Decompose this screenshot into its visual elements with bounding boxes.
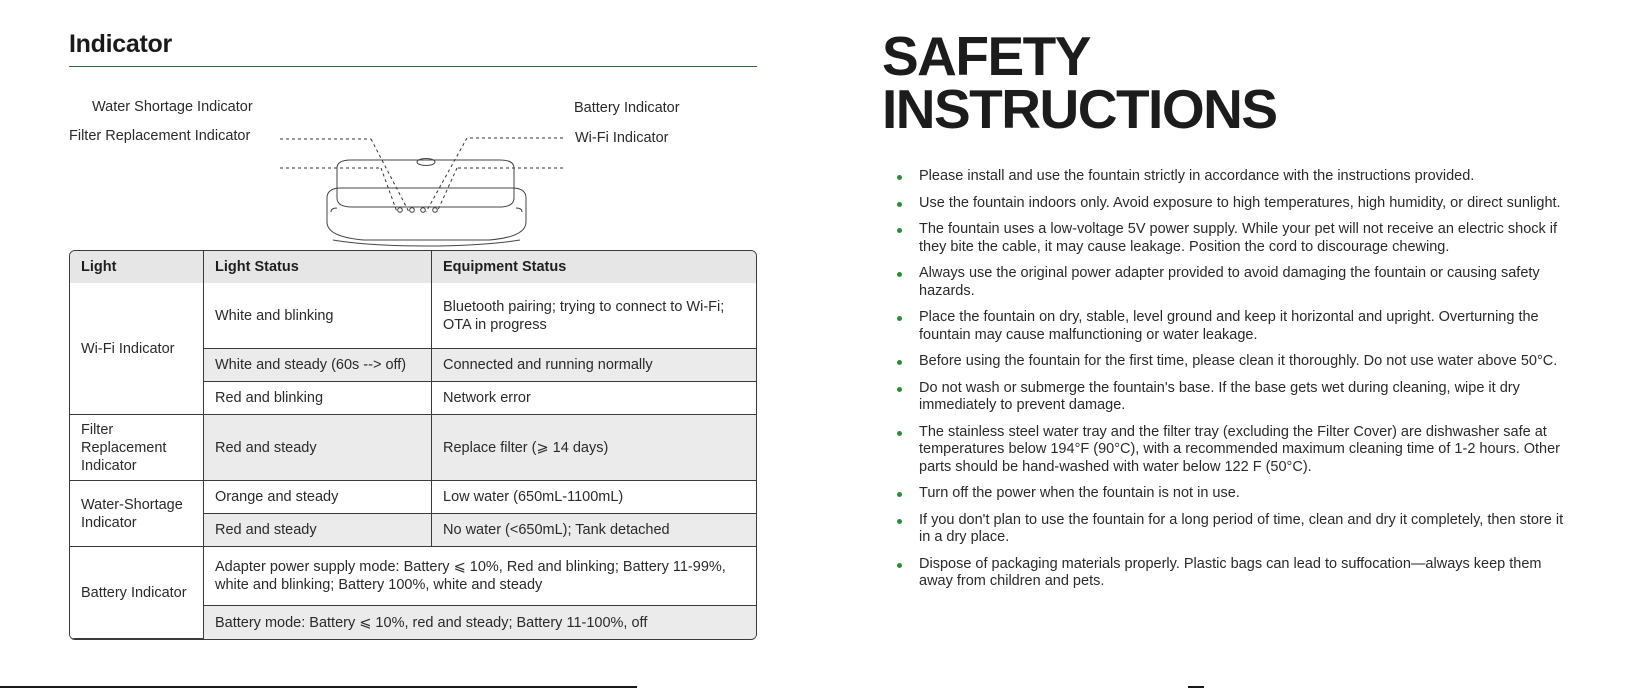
equipment-status-cell: Bluetooth pairing; trying to connect to Wi-Fi; OTA in progress: [432, 283, 756, 349]
equipment-status-cell: Low water (650mL-1100mL): [432, 481, 756, 514]
list-item-text: If you don't plan to use the fountain for a long period of time, clean and dry it completely, then store it in a dry place.: [919, 511, 1564, 545]
bullet-icon: [897, 175, 902, 180]
header-light: Light: [70, 251, 204, 283]
light-cell-water-shortage: Water-Shortage Indicator: [70, 481, 204, 547]
bullet-icon: [897, 272, 902, 277]
light-status-cell: White and steady (60s --> off): [204, 349, 432, 382]
water-shortage-label: Water Shortage Indicator: [92, 99, 253, 115]
list-item: [882, 309, 1572, 344]
bullet-icon: [897, 431, 902, 436]
list-item-text: Dispose of packaging materials properly. Plastic bags can lead to suffocation—always keep them away from children and pets.: [919, 555, 1542, 589]
equipment-status-cell: Network error: [432, 382, 756, 415]
list-item-text: Before using the fountain for the first time, please clean it thoroughly. Do not use water above 50°C.: [919, 353, 1558, 369]
bullet-icon: [897, 563, 902, 568]
list-item: [882, 556, 1572, 591]
light-cell-battery: Battery Indicator: [70, 547, 204, 639]
wifi-indicator-label: Wi-Fi Indicator: [575, 130, 669, 146]
list-item: [882, 195, 1572, 213]
light-cell-filter: Filter Replacement Indicator: [70, 415, 204, 481]
safety-title: [882, 25, 1572, 140]
light-status-cell: Red and blinking: [204, 382, 432, 415]
list-item: [882, 221, 1572, 256]
list-item-text: Please install and use the fountain strictly in accordance with the instructions provided.: [919, 168, 1475, 184]
equipment-status-cell: Replace filter (⩾ 14 days): [432, 415, 756, 481]
light-status-cell: Red and steady: [204, 514, 432, 547]
title-divider: [69, 66, 757, 67]
bullet-icon: [897, 360, 902, 365]
list-item: [882, 168, 1572, 186]
list-item-text: Turn off the power when the fountain is not in use.: [919, 485, 1240, 501]
header-light-status: Light Status: [204, 251, 432, 283]
battery-indicator-label: Battery Indicator: [574, 100, 680, 116]
table-row: [70, 481, 756, 514]
table-row: [70, 415, 756, 481]
list-item-text: Always use the original power adapter provided to avoid damaging the fountain or causing safety hazards.: [919, 265, 1540, 299]
list-item-text: The stainless steel water tray and the filter tray (excluding the Filter Cover) are dishwasher safe at temperatures below 194°F (90°C), with a recommended maximum cleaning time of 1-2 hours. Other parts should be hand-washed with water below 122 F (50°C).: [919, 423, 1561, 475]
bullet-icon: [897, 202, 902, 207]
battery-mode-cell: Battery mode: Battery ⩽ 10%, red and steady; Battery 11-100%, off: [215, 614, 648, 631]
indicator-diagram: [69, 90, 757, 250]
battery-adapter-mode-cell: Adapter power supply mode: Battery ⩽ 10%, Red and blinking; Battery 11-99%, white and blinking; Battery 100%, white and steady: [204, 547, 756, 606]
indicator-table: [69, 250, 757, 640]
bullet-icon: [897, 519, 902, 524]
fountain-illustration: [69, 90, 757, 250]
list-item-text: The fountain uses a low-voltage 5V power supply. While your pet will not receive an electric shock if they bite the cable, it may cause leakage. Position the cord to discourage chewing.: [919, 221, 1558, 255]
bullet-icon: [897, 228, 902, 233]
safety-list: [882, 168, 1572, 600]
list-item: [882, 485, 1572, 503]
list-item: [882, 380, 1572, 415]
equipment-status-cell: Connected and running normally: [432, 349, 756, 382]
bullet-icon: [897, 492, 902, 497]
list-item-text: Do not wash or submerge the fountain's base. If the base gets wet during cleaning, wipe it dry immediately to prevent damage.: [919, 379, 1520, 413]
light-status-cell: White and blinking: [204, 283, 432, 349]
table-row: [70, 547, 756, 606]
indicator-section: [69, 30, 757, 631]
safety-title-line1: SAFETY: [882, 25, 1090, 87]
list-item: [882, 512, 1572, 547]
table-row: [70, 283, 756, 349]
list-item: [882, 424, 1572, 477]
bullet-icon: [897, 316, 902, 321]
light-status-cell: Red and steady: [204, 415, 432, 481]
section-title: Indicator: [69, 30, 172, 58]
list-item: [882, 265, 1572, 300]
list-item: [882, 353, 1572, 371]
header-equipment-status: Equipment Status: [432, 251, 756, 283]
light-cell-wifi: Wi-Fi Indicator: [70, 283, 204, 415]
table-header-row: [70, 251, 756, 283]
bullet-icon: [897, 387, 902, 392]
safety-section: [882, 25, 1572, 589]
light-status-cell: Orange and steady: [204, 481, 432, 514]
safety-title-line2: INSTRUCTIONS: [882, 78, 1277, 140]
list-item-text: Use the fountain indoors only. Avoid exposure to high temperatures, high humidity, or direct sunlight.: [919, 194, 1561, 211]
filter-replacement-label: Filter Replacement Indicator: [69, 128, 251, 144]
list-item-text: Place the fountain on dry, stable, level ground and keep it horizontal and upright. Overturning the fountain may cause malfunctioning or water leakage.: [919, 309, 1539, 343]
equipment-status-cell: No water (<650mL); Tank detached: [432, 514, 756, 547]
